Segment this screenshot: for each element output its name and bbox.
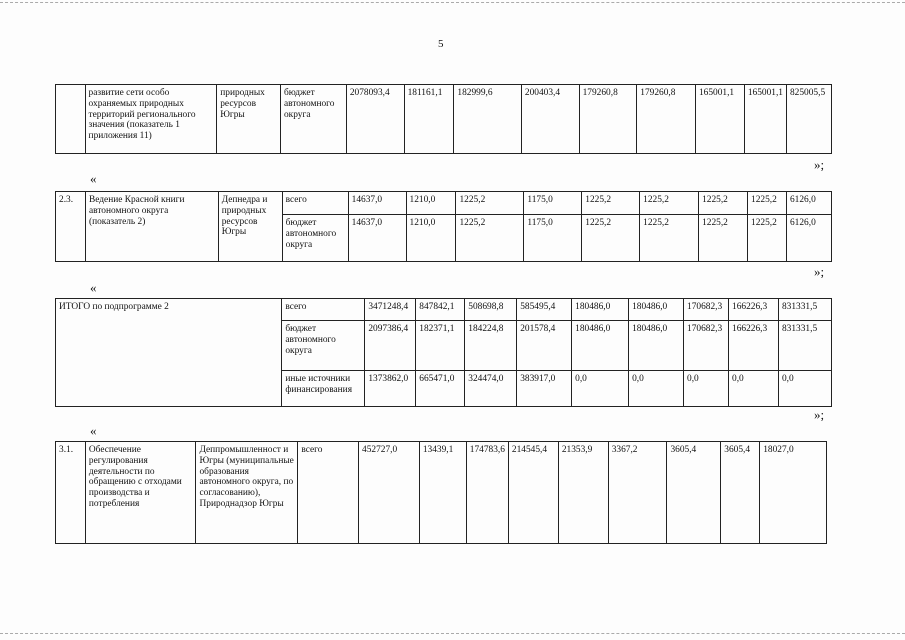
value-cell: 1225,2 <box>582 192 640 215</box>
opening-quote: « <box>90 280 97 295</box>
value-cell: 3367,2 <box>608 442 667 544</box>
value-cell: 214545,4 <box>508 442 558 544</box>
table-row <box>56 85 832 154</box>
source-cell: иные источники финансирования <box>282 371 365 407</box>
source-cell: всего <box>298 442 359 544</box>
value-cell: 21353,9 <box>558 442 608 544</box>
value-cell: 18027,0 <box>760 442 827 544</box>
value-cell: 174783,6 <box>466 442 508 544</box>
value-cell: 3471248,4 <box>365 299 416 321</box>
row-name-cell: Обеспечение регулирования деятельности по обращению с отходами производства и потребления <box>85 442 196 544</box>
value-cell: 1210,0 <box>406 192 456 215</box>
source-cell: бюджет автономного округа <box>282 321 365 371</box>
value-cell: 6126,0 <box>786 215 831 262</box>
value-cell: 179260,8 <box>637 85 696 154</box>
value-cell: 181161,1 <box>404 85 454 154</box>
value-cell: 1210,0 <box>406 215 456 262</box>
table-row <box>56 299 832 321</box>
value-cell: 383917,0 <box>517 371 572 407</box>
value-cell: 170682,3 <box>684 321 729 371</box>
value-cell: 180486,0 <box>629 299 684 321</box>
closing-quote: »; <box>814 407 825 422</box>
source-cell: всего <box>282 192 348 215</box>
value-cell: 1175,0 <box>524 215 582 262</box>
value-cell: 3605,4 <box>721 442 760 544</box>
scan-bottom-edge <box>0 633 905 634</box>
value-cell: 180486,0 <box>572 321 629 371</box>
source-cell: бюджет автономного округа <box>280 85 346 154</box>
table-block-1 <box>55 84 832 154</box>
value-cell: 1225,2 <box>456 192 524 215</box>
value-cell: 1225,2 <box>699 215 748 262</box>
value-cell: 324474,0 <box>465 371 517 407</box>
value-cell: 825005,5 <box>786 85 831 154</box>
row-name-cell: Ведение Красной книги автономного округа (показатель 2) <box>85 192 218 262</box>
value-cell: 184224,8 <box>465 321 517 371</box>
opening-quote: « <box>90 171 97 186</box>
value-cell: 165001,1 <box>744 85 786 154</box>
row-number-cell <box>56 85 86 154</box>
value-cell: 200403,4 <box>521 85 579 154</box>
closing-quote: »; <box>814 264 825 279</box>
row-name-cell: развитие сети особо охраняемых природных территорий регионального значения (показатель 1 приложения 11) <box>85 85 217 154</box>
value-cell: 1225,2 <box>748 215 787 262</box>
value-cell: 14637,0 <box>348 215 406 262</box>
value-cell: 170682,3 <box>684 299 729 321</box>
value-cell: 585495,4 <box>517 299 572 321</box>
row-number-cell: 3.1. <box>56 442 86 544</box>
value-cell: 0,0 <box>778 371 831 407</box>
value-cell: 508698,8 <box>465 299 517 321</box>
scan-top-edge <box>0 2 905 3</box>
value-cell: 2078093,4 <box>346 85 404 154</box>
value-cell: 0,0 <box>684 371 729 407</box>
subtotal-title-cell: ИТОГО по подпрограмме 2 <box>56 299 282 407</box>
source-cell: бюджет автономного округа <box>282 215 348 262</box>
value-cell: 14637,0 <box>348 192 406 215</box>
table-row <box>56 442 827 544</box>
value-cell: 665471,0 <box>416 371 465 407</box>
page-number: 5 <box>438 38 444 50</box>
value-cell: 1373862,0 <box>365 371 416 407</box>
executor-cell: Депнедра и природных ресурсов Югры <box>218 192 282 262</box>
executor-cell: природных ресурсов Югры <box>217 85 281 154</box>
value-cell: 0,0 <box>572 371 629 407</box>
table-block-4 <box>55 441 827 544</box>
value-cell: 3605,4 <box>667 442 721 544</box>
row-number-cell: 2.3. <box>56 192 86 262</box>
value-cell: 1225,2 <box>699 192 748 215</box>
value-cell: 182371,1 <box>416 321 465 371</box>
value-cell: 182999,6 <box>454 85 521 154</box>
value-cell: 1175,0 <box>524 192 582 215</box>
value-cell: 166226,3 <box>729 299 779 321</box>
value-cell: 452727,0 <box>359 442 420 544</box>
executor-cell: Деппромышленност и Югры (муниципальные образования автономного округа, по согласованию), Природнадзор Югры <box>196 442 298 544</box>
closing-quote: »; <box>814 157 825 172</box>
value-cell: 0,0 <box>729 371 779 407</box>
value-cell: 0,0 <box>629 371 684 407</box>
value-cell: 13439,1 <box>419 442 466 544</box>
value-cell: 166226,3 <box>729 321 779 371</box>
value-cell: 1225,2 <box>748 192 787 215</box>
value-cell: 1225,2 <box>582 215 640 262</box>
source-cell: всего <box>282 299 365 321</box>
value-cell: 1225,2 <box>640 192 699 215</box>
value-cell: 180486,0 <box>629 321 684 371</box>
table-block-3 <box>55 298 832 407</box>
value-cell: 1225,2 <box>456 215 524 262</box>
value-cell: 1225,2 <box>640 215 699 262</box>
value-cell: 6126,0 <box>786 192 831 215</box>
value-cell: 180486,0 <box>572 299 629 321</box>
table-row <box>56 192 832 215</box>
opening-quote: « <box>90 423 97 438</box>
value-cell: 179260,8 <box>579 85 637 154</box>
value-cell: 847842,1 <box>416 299 465 321</box>
value-cell: 165001,1 <box>695 85 744 154</box>
value-cell: 2097386,4 <box>365 321 416 371</box>
value-cell: 201578,4 <box>517 321 572 371</box>
table-block-2 <box>55 191 832 262</box>
value-cell: 831331,5 <box>778 299 831 321</box>
value-cell: 831331,5 <box>778 321 831 371</box>
